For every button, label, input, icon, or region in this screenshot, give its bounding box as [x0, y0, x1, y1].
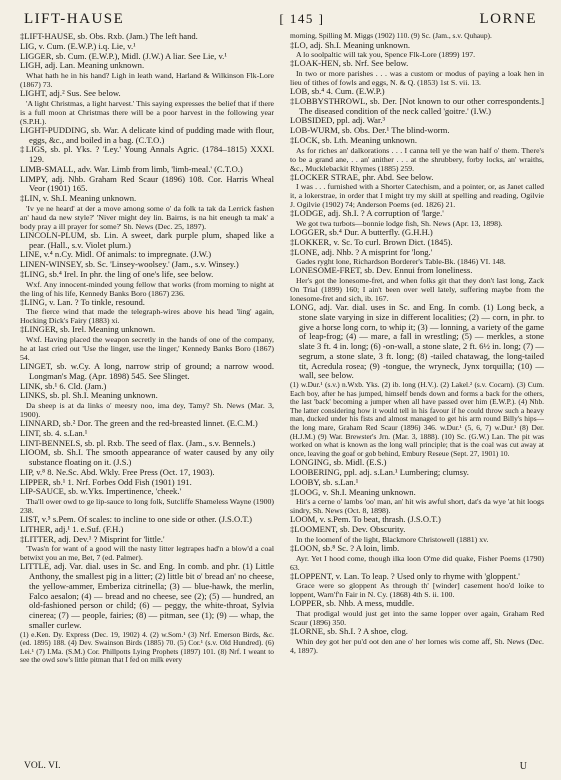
citation-quote: Ayr. Yet I hood come, though ilka loon O'me did quake, Fisher Poems (1790) 63. [290, 553, 544, 572]
volume-label: VOL. VI. [24, 761, 61, 771]
dictionary-entry: ‡LITTER, adj. Dev.¹ ? Misprint for 'little.' [20, 533, 165, 544]
dictionary-entry: ‡LIN, v. Sh.I. Meaning unknown. [20, 193, 137, 203]
citation-quote: Hit's a cerne o' lambs 'oo' man, an' hit wis awful short, dat's da wye 'at hit loogs sindry, Sh. News (Oct. 8, 1898). [290, 497, 544, 516]
dictionary-entry: LINCOLN-PLUM, sb. Lin. A sweet, dark purple plum, shaped like a pear. (Hall., s.v. Violet plum.) [20, 229, 274, 250]
dictionary-entry: LIGGER, sb. Cum. (E.W.P.), Midl. (J.W.) A liar. See Lie, v.¹ [20, 50, 227, 61]
dictionary-entry: ‡LOOG, v. Sh.I. Meaning unknown. [290, 486, 416, 497]
dictionary-entry: LINT-BENNELS, sb. pl. Rxb. The seed of flax. (Jam., s.v. Bennels.) [20, 437, 256, 448]
citation-quote: What hath he in his hand? Ligh in leath wand, Harland & Wilkinson Flk-Lore (1867) 73. [20, 71, 274, 89]
citation-quote: Whin dey got her pu'd oot den ane o' her lornes wis come aff, Sh. News (Dec. 4, 1897). [290, 636, 544, 655]
citation-quote: In the loomenf of the light, Blackmore Christowell (1881) xv. [296, 534, 489, 544]
dictionary-entry: ‡LING, v. Lan. ? To tinkle, resound. [20, 296, 145, 307]
dictionary-entry: LONESOME-FRET, sb. Dev. Ennui from loneliness. [290, 265, 473, 276]
dictionary-entry: ‡LING, sb.⁴ Irel. In phr. the ling of one's life, see below. [20, 268, 214, 279]
dictionary-entry: LOBSIDED, ppl. adj. War.³ [290, 115, 386, 126]
dictionary-entry: LIG, v. Cum. (E.W.P.) i.q. Lie, v.¹ [20, 40, 136, 51]
dictionary-entry: LINEN-WINSEY, sb. Sc. 'Linsey-woolsey.' (Jam., s.v. Winsey.) [20, 259, 239, 269]
running-head [24, 8, 537, 30]
dictionary-entry: LIMPY, adj. Nhb. Graham Red Scaur (1896) 108. Cor. Harris Wheal Veor (1901) 165. [20, 173, 274, 194]
dictionary-entry: LOPPER, sb. Nhb. A mess, muddle. [290, 598, 415, 609]
citation-quote: A lo soolpaltic will tak you, Spence Flk-Lore (1899) 197. [296, 50, 476, 60]
dictionary-entry: LIPPER, sb.¹ 1. Nrf. Forbes Odd Fish (1901) 191. [20, 476, 192, 487]
citation-quote: That prodigal would just get into the same lopper over again, Graham Red Scaur (1896) 350. [290, 609, 544, 628]
dictionary-entry: ‡LOON, sb.⁸ Sc. ? A loin, limb. [290, 542, 400, 553]
dictionary-entry: LOGGER, sb.⁴ Dur. A butterfly. (G.H.H.) [290, 227, 433, 238]
source-note: (1) w.Dur.¹ (s.v.) n.Wxb. Yks. (2) ib. long (H.V.). (2) Lakel.² (s.v. Cocarn). (3) Cum. Each boy, after he has jumped, himself bends down and forms a back for the others, the last 'back' becoming a jumper when all have passed over him (E.W.P.). (4) Nhb. The latter considering how it would tell in his favour if he could throw such a heavy man, ducked under his fists and almost managed to get his arm round Billy's hips—the long mare, Graham Red Scaur (1896) 346. w.Dur.¹ (5, 6, 7) w.Dur.¹ (8) Der. (H.J.M.) (9) War. Brewster's Jrn. (Mar. 3, 1888). (10) Sc. (G.W.) Lan. The pit was worked on what is known as the long wall principle; that is the coal was cut away at once, leaving the goaf or gob behind, Embury Reseue (Sept. 27, 1901) 10. [290, 380, 544, 458]
dictionary-entry: ‡LORNE, sb. Sh.I. ? A shoe, clog. [290, 626, 408, 637]
citation-quote: Her's got the lonesome-fret, and when folks git that they don't last long, Zack On Trial (1899) 160; I ain't been over well lately, suffering maybe from the lonesome-fret and sich, ib. 167. [290, 276, 544, 304]
citation-quote: Da sheep is at da links o' meesry noo, ima dey, Tamy? Sh. News (Mar. 3, 1900). [20, 401, 274, 419]
citation-quote: Gades ryght lone, Richardson Borderer's Table-Bk. (1846) VI. 148. [296, 257, 506, 267]
citation-quote: As for riches an' dalkorations . . . I canna tell ye the wan half o' them. There's to be a grand ane, . . an' anither . . . at the shrubbery, forby locks, an' wraiths, &c., Mucklebackit Rhymes (1885) 259. [290, 145, 544, 173]
citation-quote: In two or more parishes . . . was a custom or modus of paying a loak hen in lieu of tithes of fowls and eggs, N. & Q. (1853) 1st S. vii. 13. [290, 69, 544, 88]
citation-quote: Wxf. Having placed the weapon secretly in the hands of one of the company, he at last cried out 'Use the linger, use the linger,' Kennedy Banks Boro (1867) 54. [20, 335, 274, 362]
citation-quote: 'Iv ye ne heard' at der a move among some o' da folk ta tak da Lerrick fashen an' haud da new style?' 'Niver might dey lin. Bairns, is na hit eneugh ta mak' a body pray a ill prayer for some?' Sh. News (Dec. 25, 1897). [20, 203, 274, 231]
citation-quote: 'A light Christmas, a light harvest.' This saying expresses the belief that if there is a full moon at Christmas there will be a poor harvest in the following year (S.P.H.). [20, 98, 274, 126]
dictionary-entry: LITTLE, adj. Var. dial. uses in Sc. and Eng. In comb. and phr. (1) Little Anthony, the smallest pig in a litter; (2) little bit o' bread an' no cheese, the yellow-ammer, Emberiza citrinella; (3) — blue-hawk, the merlin, Falco aesalon; (4) — bread and no cheese, see (2); (5) — hundred, an old-fashioned person or child; (6) — peggy, the white-throat, Sylvia cinerea; (7) — people, fairies; (8) — pitman, see (1); (9) — whap, the smaller curlew. [20, 561, 274, 630]
dictionary-entry: LOOBY, sb. s.Lan.¹ [290, 476, 359, 487]
dictionary-entry: LIGHT-PUDDING, sb. War. A delicate kind of pudding made with flour, eggs, &c., and boiled in a bag. (C.T.O.) [20, 124, 274, 145]
dictionary-entry: ‡LOAK-HEN, sb. Nrf. See below. [290, 58, 409, 69]
dictionary-entry: ‡LOPPENT, v. Lan. To leap. ? Used only to rhyme with 'gloppent.' [290, 570, 520, 581]
dictionary-entry: ‡LOCK, sb. Lth. Meaning unknown. [290, 134, 417, 145]
dictionary-entry: LIP, v.⁸ 8. Ne.Sc. Abd. Wkly. Free Press (Oct. 17, 1903). [20, 466, 215, 477]
dictionary-entry: LITHER, adj.¹ 1. e.Suf. (F.H.) [20, 523, 124, 534]
citation-quote: I was . . . furnished with a Shorter Catechism, and a pointer, or, as Janet called it, a lokerstrae, in order that I might try my skill at spelling and reading, Ogilvie J. Ogilvie (1902) 74; Anderson Poems (ed. 1826) 21. [290, 182, 544, 210]
citation-quote: Wxf. Any innocent-minded young fellow that works (from morning to night at the ling of his life, Kennedy Banks Boro (1867) 236. [20, 279, 274, 298]
citation-quote: 'Twas'n for want of a good will the nasty litter legtrapes had'n a blow'd a coal betwixt you an me, Bet, 7 (ed. Palmer). [20, 544, 274, 563]
citation-quote: Grace were so gloppent As through th' [winder] casement hoo'd loike to loppent, Warn'f'n Fair in N. Cy. (1868) 4th S. ii. 100. [290, 581, 544, 600]
citation-quote: Tha'll ower owd to ge lip-sauce to long folk, Sutcliffe Shameless Wayne (1900) 238. [20, 497, 274, 515]
dictionary-entry: LONGING, sb. Midl. (E.S.) [290, 457, 387, 468]
dictionary-entry: LOB-WURM, sb. Obs. Der.¹ The blind-worm. [290, 125, 450, 136]
dictionary-entry: LIGH, adj. Lan. Meaning unknown. [20, 60, 145, 71]
dictionary-entry: LINNARD, sb.² Dor. The green and the red-breasted linnet. (E.C.M.) [20, 418, 258, 428]
dictionary-entry: ‡LIGS, sb. pl. Yks. ? 'Ley.' Young Annals Agric. (1784–1815) XXXI. 129. [20, 144, 274, 164]
dictionary-entry: ‡LIFT-HAUSE, sb. Obs. Rxb. (Jam.) The left hand. [20, 32, 198, 41]
dictionary-entry: ‡LINGER, sb. Irel. Meaning unknown. [20, 324, 156, 335]
dictionary-entry: LOOBERING, ppl. adj. s.Lan.¹ Lumbering; clumsy. [290, 467, 469, 478]
dictionary-entry: LINT, sb. 4. s.Lan.¹ [20, 427, 88, 438]
signature-mark: U [519, 761, 527, 772]
dictionary-entry: ‡LOKKER, v. Sc. To curl. Brown Dict. (1845). [290, 236, 453, 247]
dictionary-entry: ‡LOBBYSTHROWL, sb. Der. [Not known to our other correspondents.] The diseased condition of the neck called 'goitre.' (I.W.) [290, 95, 544, 116]
left-column [20, 32, 274, 760]
source-note: (1) e.Ken. Dy. Express (Dec. 19, 1902) 4. (2) w.Som.¹ (3) Nrf. Emerson Birds, &c. (ed. 1895) 188. (4) Dev. Swainson Birds (1885) 70. (5) Cor.¹ (s.v. Old Hundred). (6) Lei.¹ (7) I.Ma. (S.M.) Cor. Phillpotts Lying Prophets (1897) 101. (8) Nrf. I weant to see the owd sow's little pitman that I fed on milk every [20, 629, 274, 665]
dictionary-entry: LINKS, sb. pl. Sh.I. Meaning unknown. [20, 390, 158, 401]
page-number: [ 145 ] [279, 11, 325, 26]
running-head-right: LORNE [479, 10, 537, 27]
source-note: morning, Spilling M. Miggs (1902) 110. (9) Sc. (Jam., s.v. Quhaup). [290, 32, 492, 40]
dictionary-entry: ‡LOOMENT, sb. Dev. Obscurity. [290, 524, 406, 535]
citation-quote: We got twa turbots—bonnie lodge fish, Sh. News (Apr. 13, 1898). [296, 219, 503, 229]
dictionary-entry: LONG, adj. Var. dial. uses in Sc. and Eng. In comb. (1) Long beck, a stone slate varying in size in different localities; (2) — corn, in phr. to give a horse long corn, to whip it; (3) — lonning, a variety of the game of leap-frog; (4) — mare, a fall in wrestling; (5) — merkles, a stone slate 3 ft. 4 in. long; (6) -on-wall, a stone slate, 2 ft. 6½ in. long; (7) — segrum, a stone slate, 3 ft. long; (8) -tailed chatawag, the long-tailed tit, Acredula rosea; (9) -tongue, the wryneck, Jynx torquilla; (10) — wall, see below. [290, 302, 544, 381]
running-head-left: LIFT-HAUSE [24, 10, 125, 27]
page-footer [24, 761, 537, 775]
dictionary-entry: LINGET, sb. w.Cy. A long, narrow strip of ground; a narrow wood. Longman's Mag. (Apr. 1898) 545. See Slinget. [20, 361, 274, 381]
dictionary-entry: ‡LO, adj. Sh.I. Meaning unknown. [290, 39, 411, 50]
dictionary-entry: LIOOM, sb. Sh.I. The smooth appearance of water caused by any oily substance floating on it. (J.S.) [20, 447, 274, 467]
dictionary-entry: LOOM, v. s.Pem. To beat, thrash. (J.S.O.T.) [290, 514, 441, 525]
right-column [290, 32, 544, 760]
dictionary-entry: ‡LODGE, adj. Sh.I. ? A corruption of 'large.' [290, 208, 444, 219]
dictionary-entry: LINE, v.⁴ n.Cy. Midl. Of animals: to impregnate. (J.W.) [20, 249, 212, 260]
dictionary-entry: LIP-SAUCE, sb. w.Yks. Impertinence, 'cheek.' [20, 486, 182, 497]
dictionary-entry: LIST, v.⁵ s.Pem. Of scales: to incline to one side or other. (J.S.O.T.) [20, 514, 252, 524]
dictionary-entry: LIMB-SMALL, adv. War. Limb from limb, 'limb-meal.' (C.T.O.) [20, 163, 243, 174]
dictionary-entry: ‡LONE, adj. Nhb. ? A misprint for 'long.' [290, 246, 433, 257]
dictionary-entry: LINK, sb.¹ 6. Cld. (Jam.) [20, 380, 107, 391]
dictionary-entry: LIGHT, adj.² Sus. See below. [20, 88, 121, 98]
dictionary-entry: LOB, sb.⁴ 4. Cum. (E.W.P.) [290, 86, 385, 97]
dictionary-entry: ‡LOCKER STRAE, phr. Abd. See below. [290, 171, 434, 182]
citation-quote: The fierce wind that made the telegraph-wires above his head 'ling' again, Hocking Dick's Fairy (1883) xi. [20, 307, 274, 326]
